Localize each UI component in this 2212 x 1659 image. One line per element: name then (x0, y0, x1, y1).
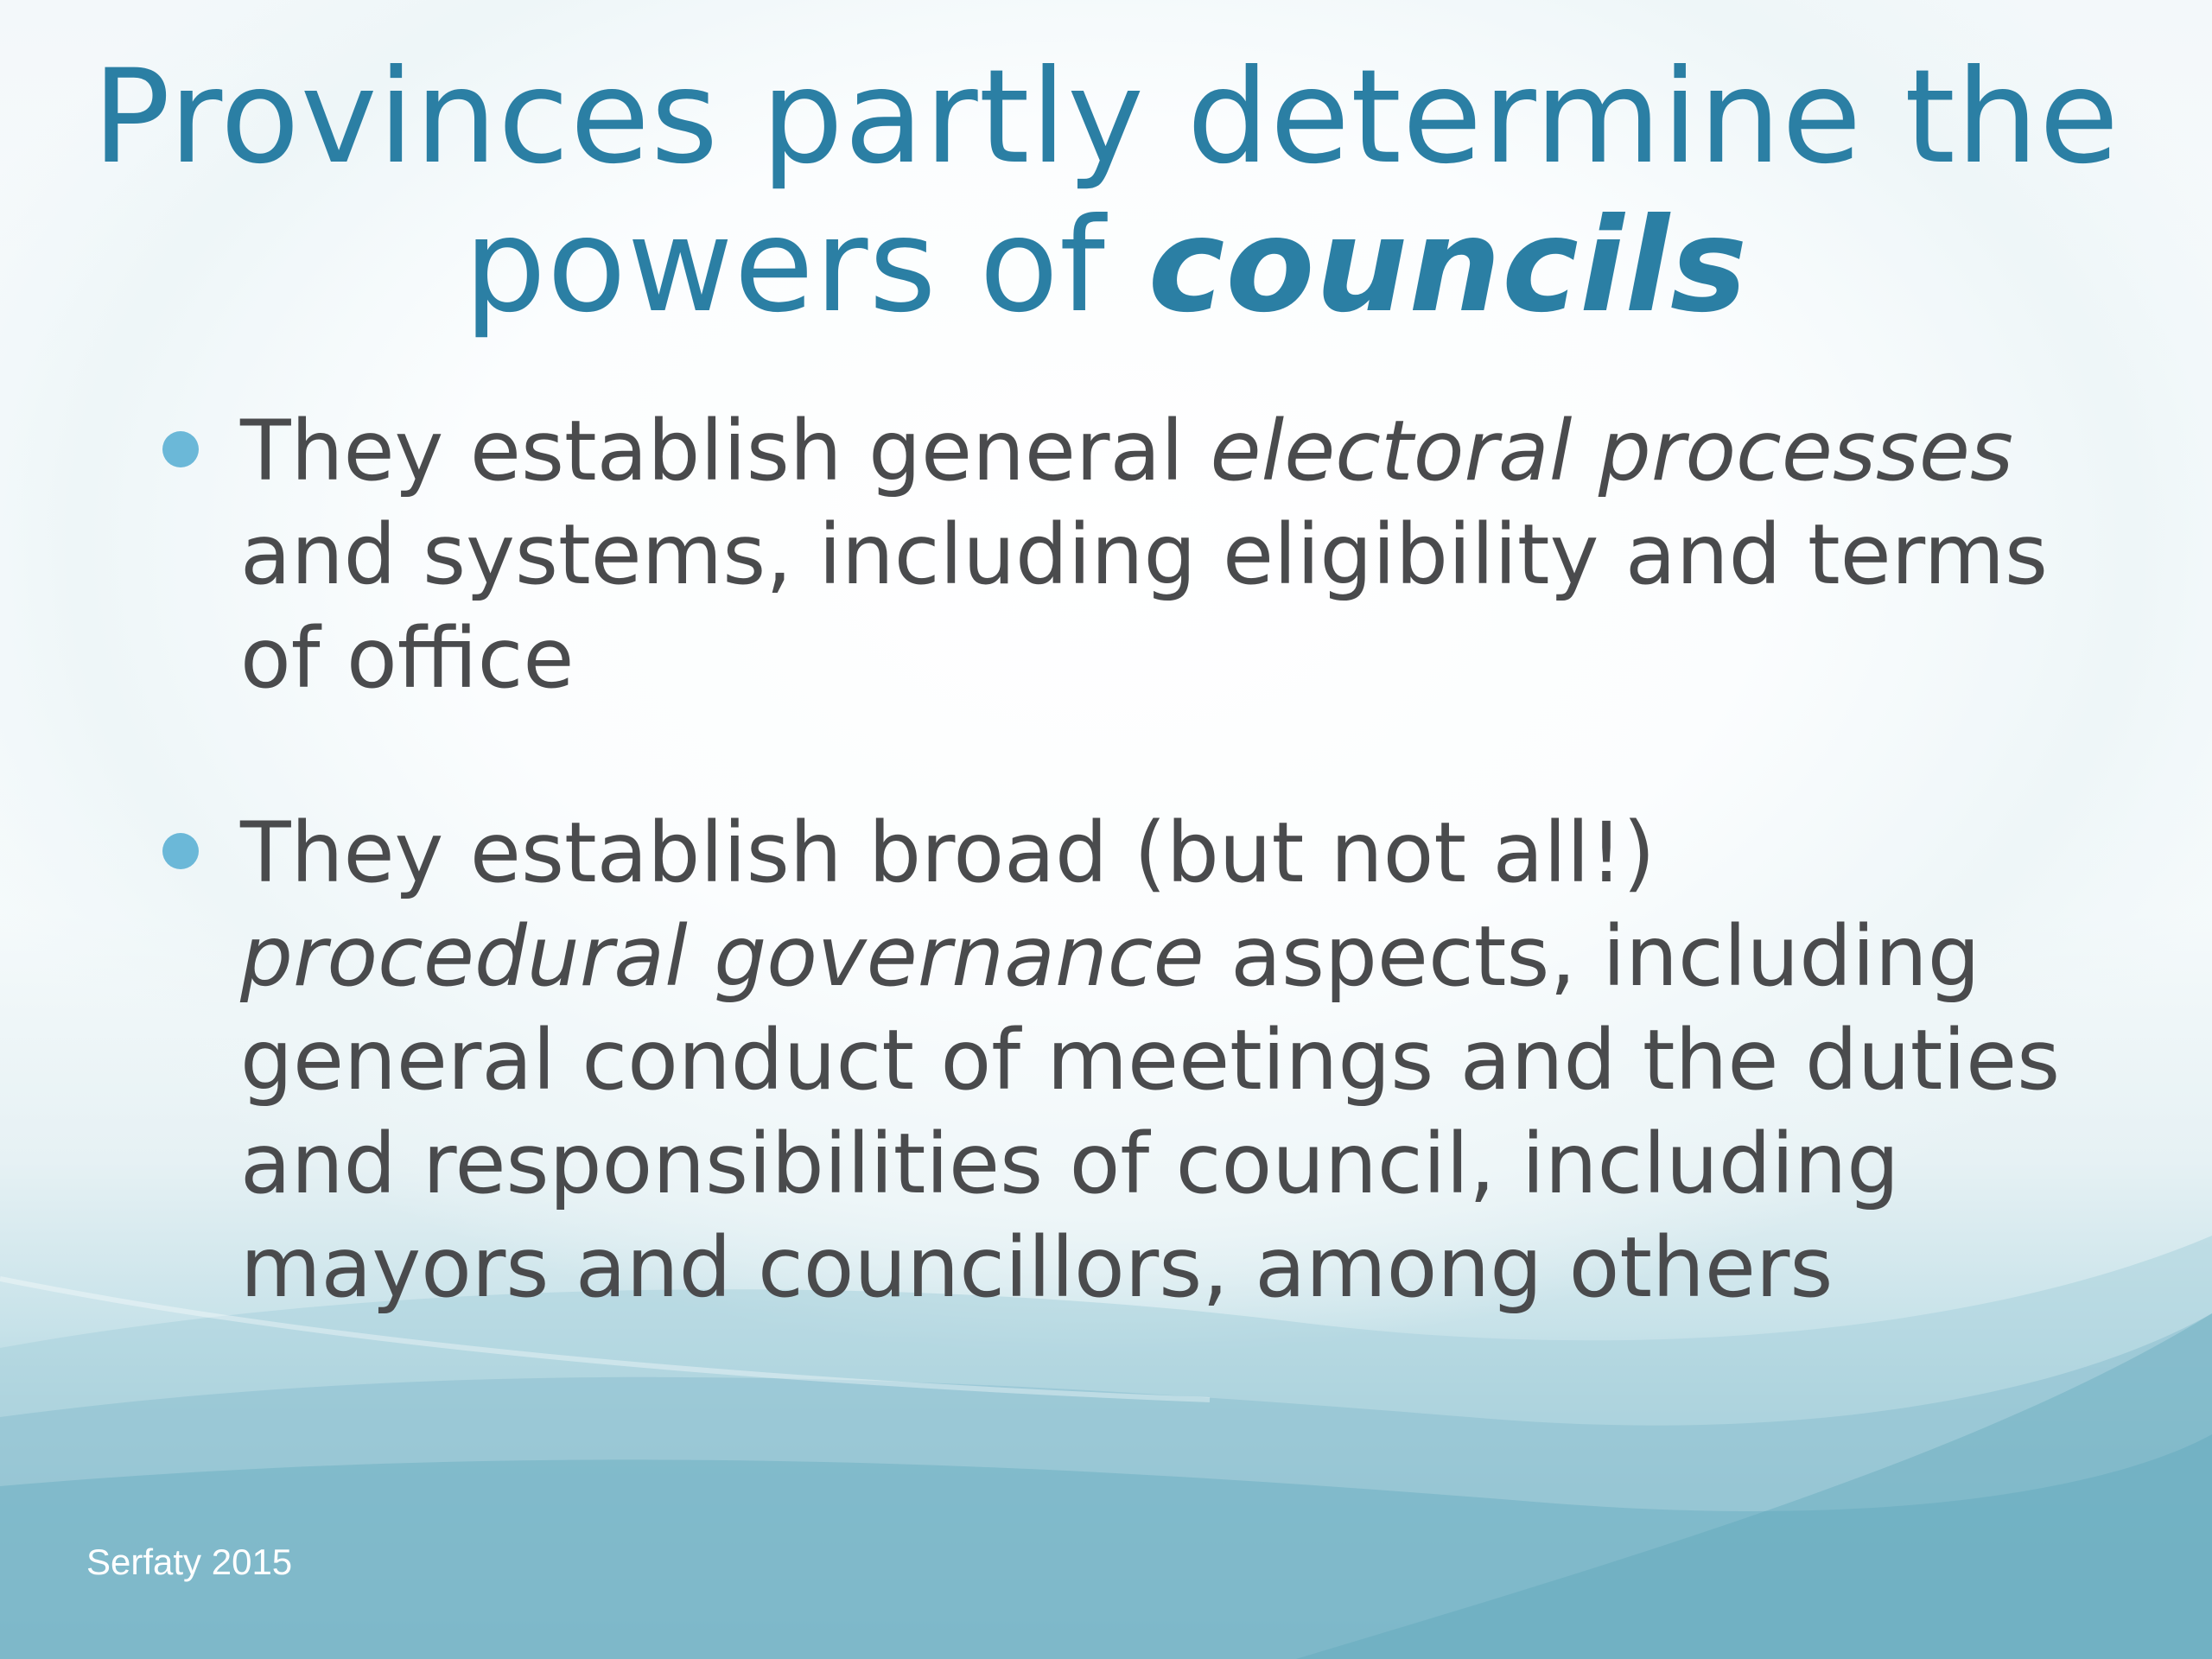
bullet-1-emphasis: electoral processes (1210, 403, 2013, 499)
slide-title (0, 43, 2212, 340)
title-line-2-text: powers of (463, 191, 1148, 341)
bullet-2-line-1: They establish broad (but not all!) (240, 804, 1656, 901)
bullet-2-line-5: mayors and councillors, among others (240, 1219, 1834, 1316)
bullet-dot-icon (162, 833, 199, 869)
bullet-item-governance (240, 801, 2061, 1319)
bullet-list (240, 399, 2061, 1410)
bullet-1-line-3: of office (240, 610, 575, 707)
title-emphasis: councils (1147, 191, 1749, 341)
title-line-1: Provinces partly determine the (92, 42, 2120, 193)
bullet-2-line-4: and responsibilities of council, including (240, 1116, 1900, 1212)
footer-credit: Serfaty 2015 (86, 1541, 293, 1582)
bullet-dot-icon (162, 431, 199, 467)
bullet-item-electoral (240, 399, 2055, 710)
title-line-2 (0, 192, 2212, 340)
bullet-2-line-2-text: aspects, including (1204, 908, 1980, 1005)
bullet-2-line-3: general conduct of meetings and the duties (240, 1012, 2061, 1109)
bullet-1-line-2: and systems, including eligibility and terms (240, 506, 2049, 603)
bullet-2-line-2 (240, 905, 2055, 1008)
bullet-2-emphasis: procedural governance (240, 908, 1205, 1005)
bullet-1-line-1-text: They establish general (240, 403, 1211, 499)
bullet-1-line-1 (240, 399, 2055, 503)
